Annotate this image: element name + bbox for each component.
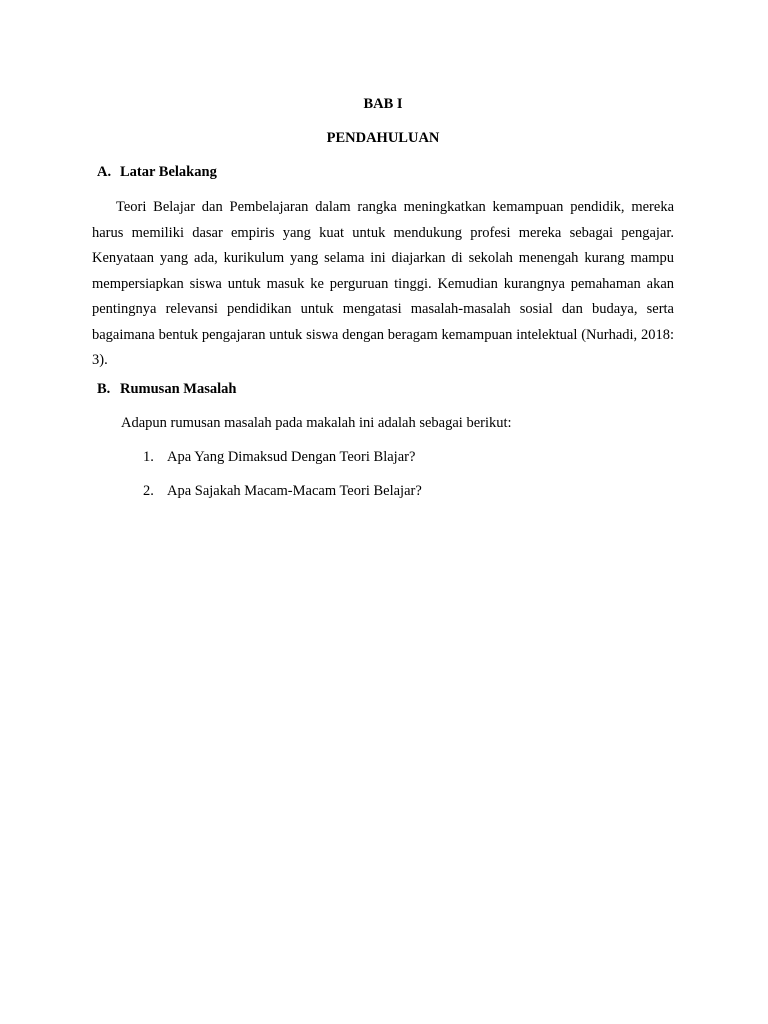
chapter-number: BAB I xyxy=(363,96,403,112)
list-item-text: Apa Yang Dimaksud Dengan Teori Blajar? xyxy=(167,449,416,465)
section-b-number: B. xyxy=(97,381,111,397)
background-paragraph: Teori Belajar dan Pembelajaran dalam rangka meningkatkan kemampuan pendidik, mereka harus memiliki dasar empiris yang kuat untuk mendukung profesi mereka sebagai pengajar. Kenyataan yang ada, kurikulum yang selama ini diajarkan di sekolah menengah kurang mampu mempersiapkan siswa untuk masuk ke perguruan tinggi. Kemudian kurangnya pemahaman akan pentingnya relevansi pendidikan untuk mengatasi masalah-masalah sosial dan budaya, serta bagaimana bentuk pengajaran untuk siswa dengan beragam kemampuan intelektual (Nurhadi, 2018: 3). xyxy=(92,199,674,368)
list-item-text: Apa Sajakah Macam-Macam Teori Belajar? xyxy=(167,483,422,499)
list-item-number: 2. xyxy=(143,483,154,499)
list-item xyxy=(143,482,422,500)
section-b-heading xyxy=(97,380,236,398)
section-a-title: Latar Belakang xyxy=(120,164,217,180)
section-b-title: Rumusan Masalah xyxy=(120,381,237,397)
section-a-heading xyxy=(97,163,217,181)
section-a-number: A. xyxy=(97,164,112,180)
list-item xyxy=(143,448,415,466)
chapter-title: PENDAHULUAN xyxy=(326,130,440,146)
problem-intro: Adapun rumusan masalah pada makalah ini adalah sebagai berikut: xyxy=(121,415,512,431)
list-item-number: 1. xyxy=(143,449,154,465)
